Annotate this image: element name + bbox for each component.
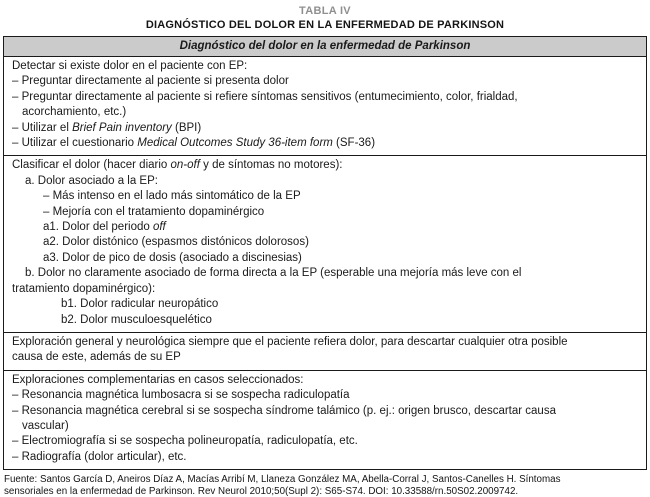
text-line [12,297,638,312]
italic-text-segment: Medical Outcomes Study 36-item form [137,137,333,150]
text-line [12,251,638,266]
text-segment: Clasificar el dolor (hacer diario [12,159,171,172]
text-line [12,105,638,120]
text-segment: – Resonancia magnética lumbosacra si se sospecha radiculopatía [12,389,350,402]
text-line [12,74,638,89]
text-segment: – Radiografía (dolor articular), etc. [12,450,187,463]
text-segment: – Preguntar directamente al paciente si presenta dolor [12,75,289,88]
text-line [12,205,638,220]
text-line [12,174,638,189]
text-segment: – Electromiografía si se sospecha polineuropatía, radiculopatía, etc. [12,435,358,448]
text-segment: – Preguntar directamente al paciente si refiere síntomas sensitivos (entumecimiento, color, frialdad, [12,90,518,103]
source-citation-line-1: Fuente: Santos García D, Aneiros Díaz A, Macías Arribí M, Llaneza González MA, Abella-Corral J, Santos-Canelles H. Síntomas [4,474,561,486]
italic-text-segment: Brief Pain inventory [72,121,172,134]
text-segment: – Mejoría con el tratamiento dopaminérgico [43,205,265,218]
text-segment: Exploración general y neurológica siempre que el paciente refiera dolor, para descartar cualquier otra posible [12,335,568,348]
text-line [12,350,638,365]
text-line [12,373,638,388]
table-header-row: Diagnóstico del dolor en la enfermedad de Parkinson [4,37,646,57]
text-segment: acorchamiento, etc.) [22,106,127,119]
text-segment: – Utilizar el [12,121,73,134]
table-body [4,57,646,469]
text-segment: b2. Dolor musculoesquelético [61,313,212,326]
text-segment: a1. Dolor del periodo [43,221,153,234]
text-line [12,59,638,74]
text-segment: a2. Dolor distónico (espasmos distónicos dolorosos) [43,236,309,249]
table-section [4,332,646,370]
text-segment: b. Dolor no claramente asociado de forma directa a la EP (esperable una mejoría más leve con el [25,267,522,280]
text-line [12,266,638,281]
text-segment: – Utilizar el cuestionario [12,137,138,150]
table-section [4,57,646,155]
table-title: DIAGNÓSTICO DEL DOLOR EN LA ENFERMEDAD DE PARKINSON [145,19,505,31]
source-citation-line-2: sensoriales en la enfermedad de Parkinson. Rev Neurol 2010;50(Supl 2): S65-S74. DOI: 10.33588/rn.50S02.2009742. [4,485,519,497]
text-line [12,282,638,297]
diagnosis-table [3,36,647,470]
text-line [12,189,638,204]
text-line [12,313,638,328]
text-segment: causa de este, además de su EP [12,351,181,364]
text-line [12,450,638,465]
table-caption [0,0,650,31]
italic-text-segment: off [152,221,166,234]
text-line [12,235,638,250]
text-segment: – Resonancia magnética cerebral si se sospecha síndrome talámico (p. ej.: origen brusco, descartar causa [12,404,556,417]
table-section [4,370,646,469]
source-citation [4,474,646,497]
text-segment: a. Dolor asociado a la EP: [25,174,158,187]
text-line [12,404,638,419]
text-line [12,90,638,105]
text-line [12,434,638,449]
text-segment: (BPI) [171,121,202,134]
italic-text-segment: on-off [170,159,200,172]
text-line [12,220,638,235]
text-line [12,335,638,350]
text-segment: – Más intenso en el lado más sintomático de la EP [43,190,301,203]
text-segment: y de síntomas no motores): [199,159,343,172]
table-number-label: TABLA IV [299,5,351,17]
text-segment: Exploraciones complementarias en casos seleccionados: [12,373,304,386]
text-line [12,158,638,173]
text-segment: tratamiento dopaminérgico): [12,282,156,295]
text-line [12,419,638,434]
text-segment: a3. Dolor de pico de dosis (asociado a discinesias) [43,251,302,264]
text-line [12,121,638,136]
text-segment: vascular) [22,419,69,432]
text-segment: b1. Dolor radicular neuropático [61,298,219,311]
text-line [12,388,638,403]
text-segment: Detectar si existe dolor en el paciente con EP: [12,60,248,72]
text-segment: (SF-36) [332,137,376,150]
table-section [4,155,646,331]
text-line [12,136,638,151]
